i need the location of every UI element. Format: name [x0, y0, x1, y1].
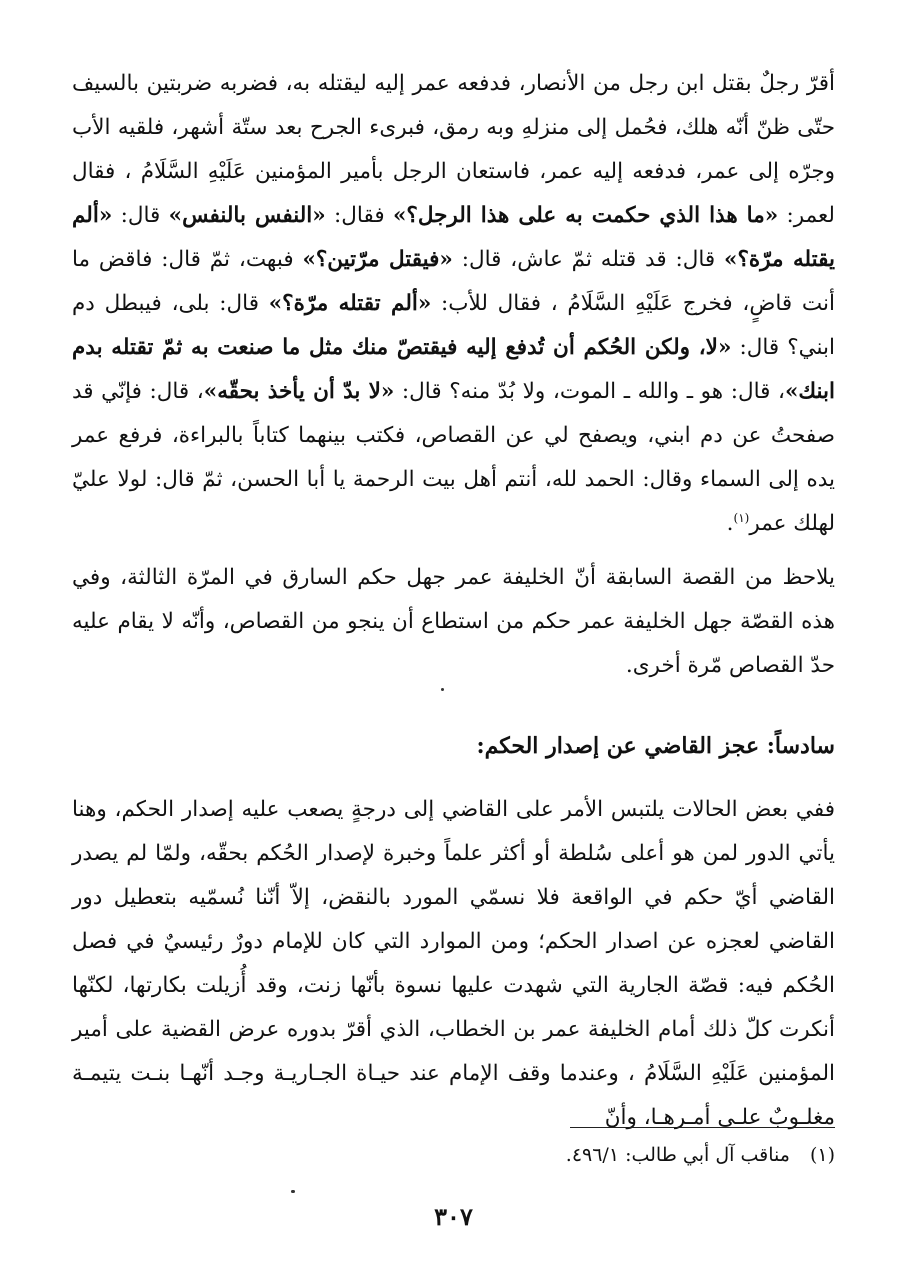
section-heading-title: : عجز القاضي عن إصدار الحكم: — [476, 733, 775, 759]
story-text: فبهت، ثمّ قال: فاقض ما أنت قاضٍ، فخرج عَلَيْهِ السَّلَامُ ، فقال للأب: — [72, 247, 835, 316]
story-text: ، قال: فإنّي قد صفحتُ عن دم ابني، ويصفح لي عن القصاص، فكتب بينهما كتاباً بالبراءة، فرفع عمر يده إلى السماء وقال: الحمد لله، أنتم أهل بيت الرحمة يا أبا الحسن، ثمّ قال: لولا عليّ لهلك عمر — [72, 379, 835, 536]
footnote — [72, 1138, 835, 1172]
page-body — [72, 62, 835, 1140]
story-quote: «ألم تقتله مرّة؟» — [268, 291, 432, 316]
footnote-text: مناقب آل أبي طالب: ٤٩٦/١. — [565, 1144, 790, 1166]
story-text: أقرّ رجلٌ بقتل ابن رجل من الأنصار، فدفعه عمر إليه ليقتله به، فضربه ضربتين بالسيف حتّى ظنّ أنّه هلك، فحُمل إلى منزلهِ وبه رمق، فبرىء الجرح بعد ستّة أشهر، فلقيه الأب وجرّه إلى عمر، فدفعه إليه عمر، فاستعان الرجل بأمير المؤمنين عَلَيْهِ السَّلَامُ ، فقال لعمر: — [72, 71, 835, 228]
footnote-divider — [570, 1127, 835, 1128]
paragraph-story — [72, 62, 835, 546]
story-quote: «لا، ولكن الحُكم أن تُدفع إليه فيقتصّ منك مثل ما صنعت به ثمّ تقتله بدم ابنك» — [72, 335, 835, 404]
story-text: قال: — [112, 203, 169, 228]
footnote-number: (١) — [809, 1144, 835, 1166]
section-heading-label: سادساً — [774, 733, 835, 759]
story-quote: «لا بدّ أن يأخذ بحقّه» — [203, 379, 395, 404]
paragraph-section-body: ففي بعض الحالات يلتبس الأمر على القاضي إلى درجةٍ يصعب عليه إصدار الحكم، وهنا يأتي الدور لمن هو أعلى سُلطة أو أكثر علماً وخبرة لإصدار الحُكم بحقّه، ولمّا لم يصدر القاضي أيّ حكم في الواقعة فلا نسمّي المورد بالنقض، إلاّ أنّنا نُسمّيه بتعطيل دور القاضي لعجزه عن اصدار الحكم؛ ومن الموارد التي كان للإمام دورٌ رئيسيٌ في فصل الحُكم فيه: قصّة الجارية التي شهدت عليها نسوة بأنّها زنت، وقد أُزيلت بكارتها، لكنّها أنكرت كلّ ذلك أمام الخليفة عمر بن الخطاب، الذي أقرّ بدوره عرض القضية على أمير المؤمنين عَلَيْهِ السَّلَامُ ، وعندما وقف الإمام عند حيـاة الجـاريـة وجـد أنّهـا بنـت يتيمـة مغلـوبٌ علـى أمـرهـا، وأنّ — [72, 797, 835, 1130]
story-quote: «فيقتل مرّتين؟» — [302, 247, 453, 272]
page-number: ٣٠٧ — [434, 1202, 473, 1231]
story-text: قال: بلى، فيبطل دم ابني؟ قال: — [72, 291, 836, 360]
paragraph-observation: يلاحظ من القصة السابقة أنّ الخليفة عمر جهل حكم السارق في المرّة الثالثة، وفي هذه القصّة جهل الخليفة عمر حكم من استطاع أن ينجو من القصاص، وأنّه لا يقام عليه حدّ القصاص مّرة أخرى. — [72, 565, 835, 678]
section-heading — [72, 724, 835, 768]
story-quote: «ما هذا الذي حكمت به على هذا الرجل؟» — [392, 203, 779, 228]
footnote-reference[interactable]: (١) — [733, 510, 750, 525]
story-quote: «ألم يقتله مرّة؟» — [72, 203, 835, 272]
story-text: قال: قد قتله ثمّ عاش، قال: — [452, 247, 725, 272]
story-text: ، قال: هو ـ والله ـ الموت، ولا بُدّ منه؟ قال: — [394, 379, 785, 404]
story-end: . — [726, 511, 734, 536]
story-text: فقال: — [325, 203, 393, 228]
print-speck — [291, 1190, 295, 1193]
print-dot — [441, 688, 444, 691]
story-quote: «النفس بالنفس» — [168, 203, 326, 228]
